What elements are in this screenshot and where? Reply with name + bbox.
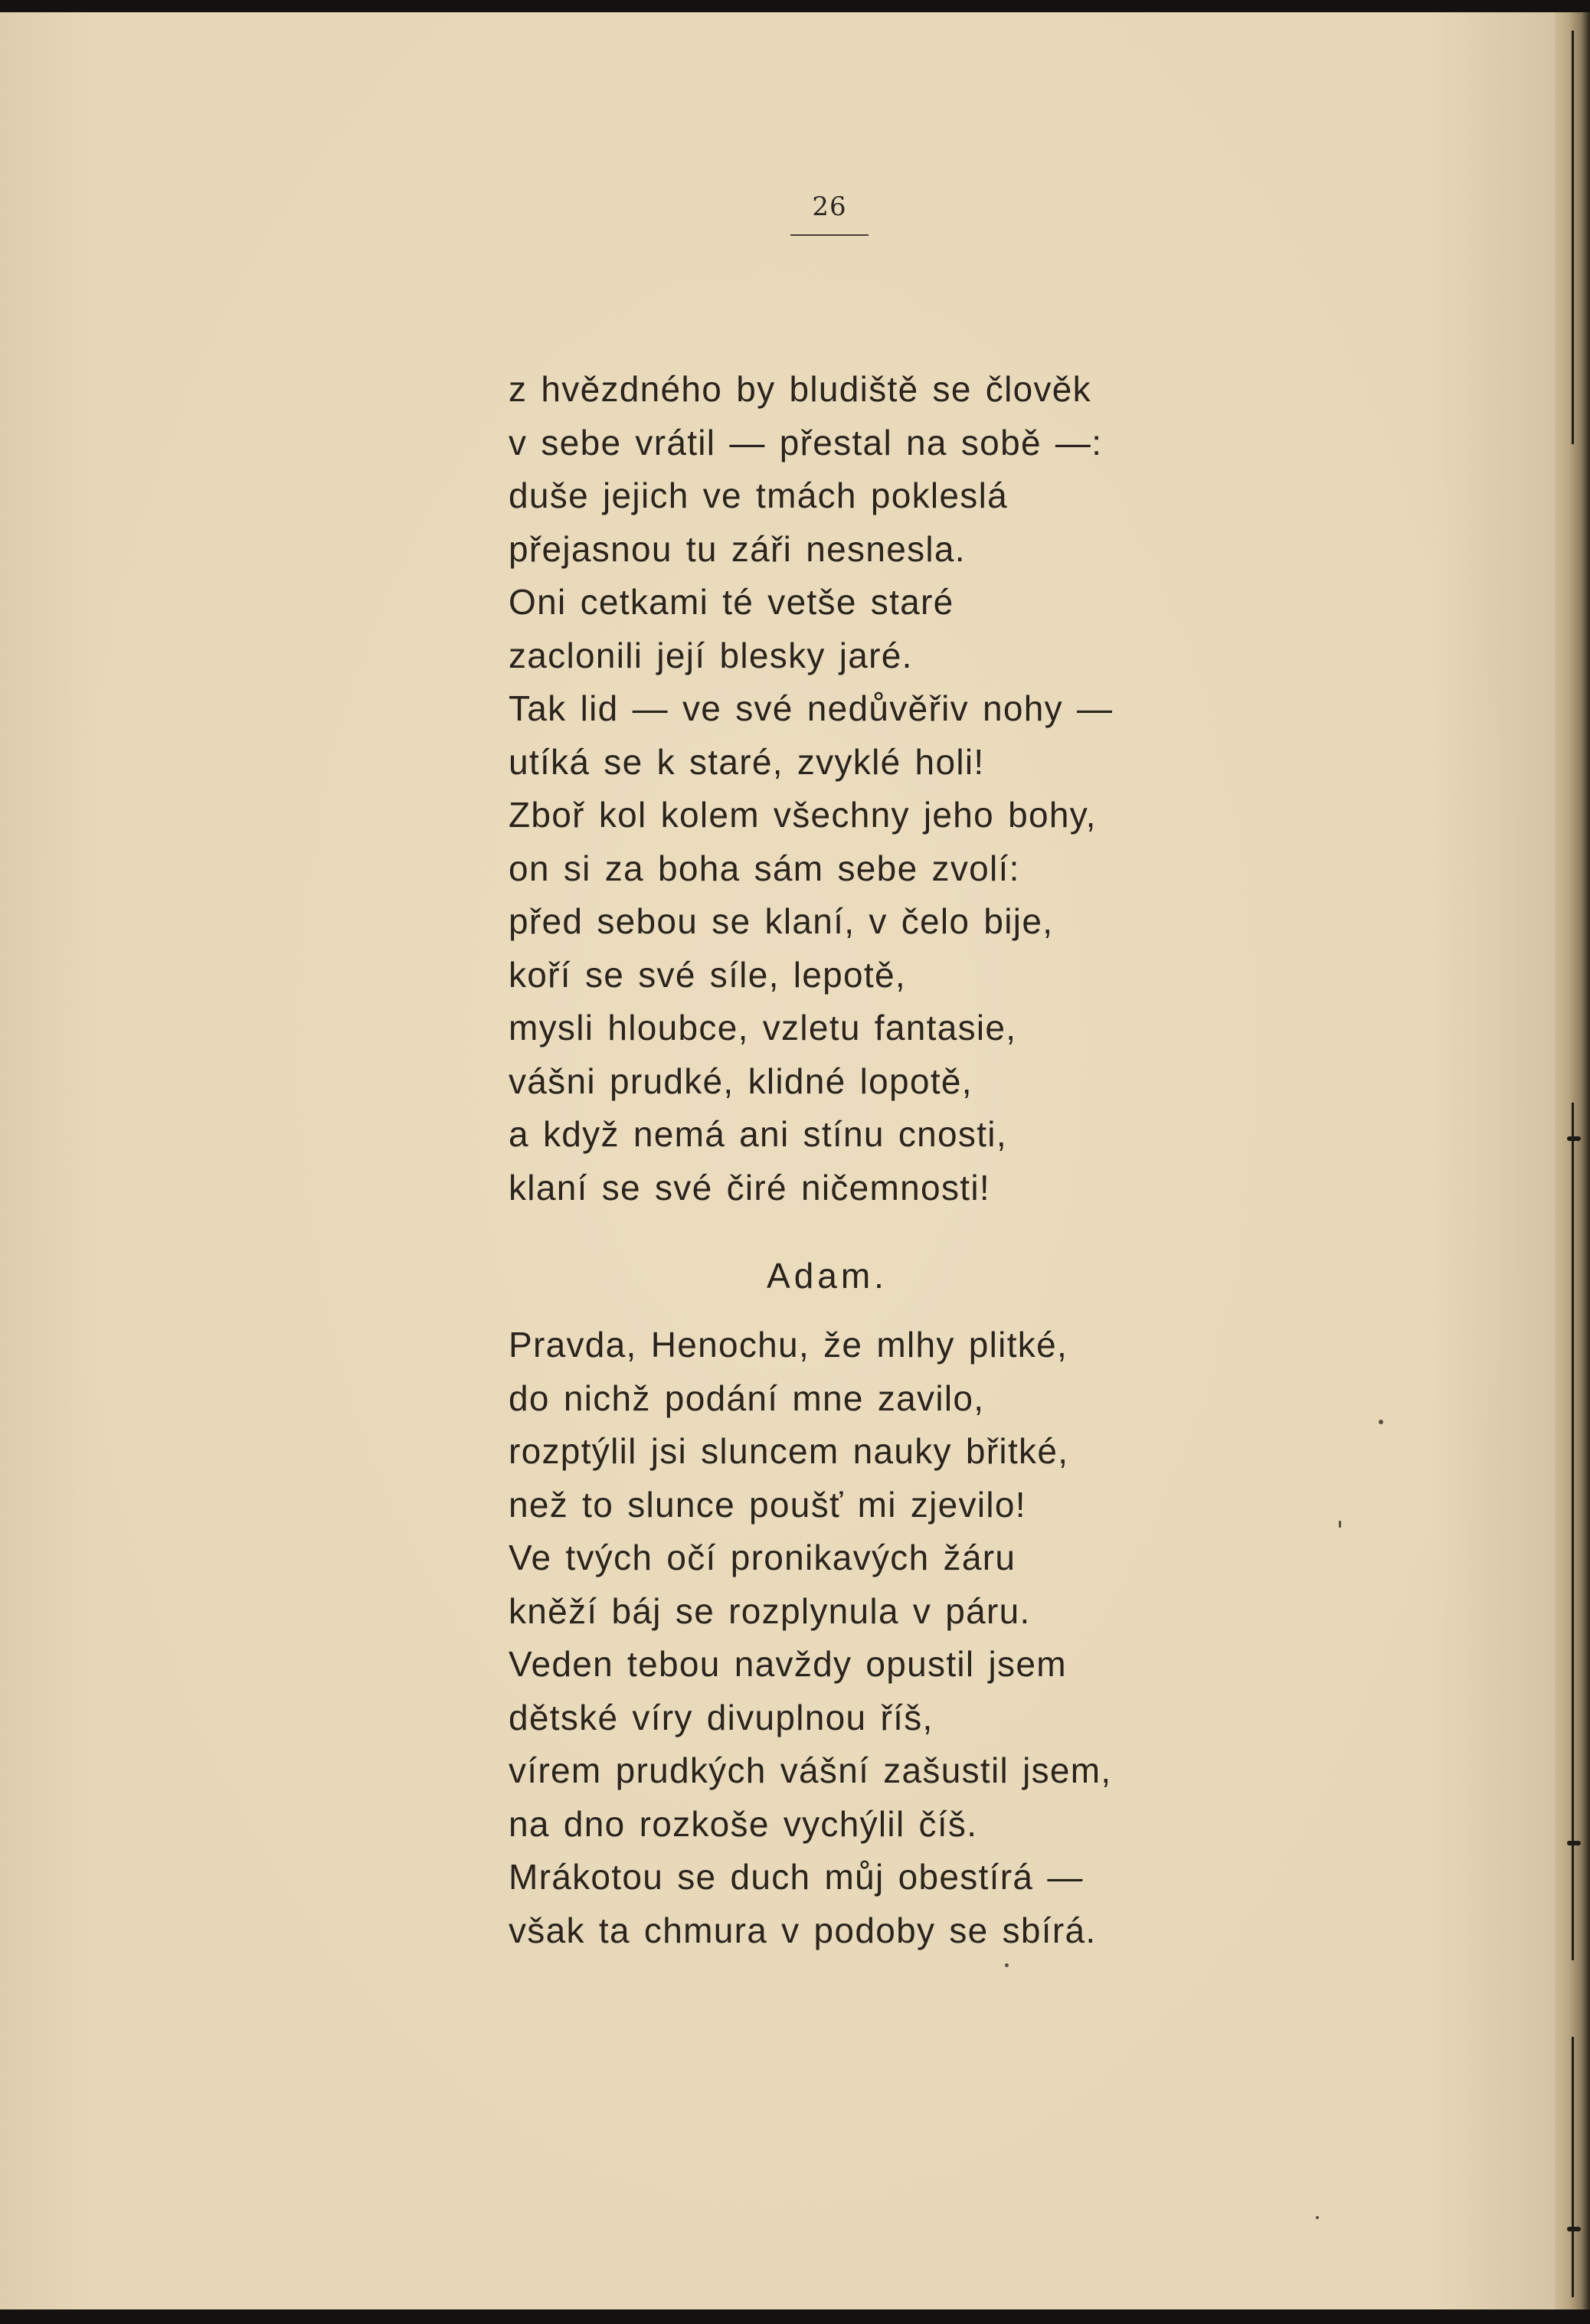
verse-line: klaní se své čiré ničemnosti! [509,1167,990,1208]
verse-line: koří se své síle, lepotě, [509,954,906,995]
verse-line: Ve tvých očí pronikavých žáru [509,1538,1016,1577]
verse-line: Pravda, Henochu, že mlhy plitké, [509,1325,1068,1365]
paper-speck [1379,1420,1383,1424]
verse-line: Veden tebou navždy opustil jsem [509,1644,1067,1684]
verse-line: Mrákotou se duch můj obestírá — [509,1857,1084,1897]
stanza-second [509,1319,1112,1957]
page-number: 26 [812,191,847,222]
header-rule [790,234,869,236]
gutter-mark [1567,1841,1581,1845]
verse-line: rozptýlil jsi sluncem nauky břitké, [509,1431,1069,1471]
verse-line: Oni cetkami té vetše staré [509,582,954,622]
verse-line: duše jejich ve tmách pokleslá [509,476,1009,515]
verse-line: mysli hloubce, vzletu fantasie, [509,1008,1017,1048]
speaker-heading: Adam. [767,1256,888,1296]
verse-line: v sebe vrátil — přestal na sobě —: [509,422,1103,463]
verse-line: a když nemá ani stínu cnosti, [509,1114,1007,1154]
verse-line: on si za boha sám sebe zvolí: [509,848,1020,888]
verse-line: vírem prudkých vášní zašustil jsem, [509,1750,1112,1790]
gutter-mark [1567,1136,1581,1141]
verse-line: před sebou se klaní, v čelo bije, [509,901,1054,941]
paper-speck [1316,2216,1319,2219]
verse-line: dětské víry divuplnou říš, [509,1697,934,1737]
verse-line: Zboř kol kolem všechny jeho bohy, [509,795,1097,835]
gutter-line [1572,1103,1574,1960]
gutter-line [1572,31,1574,444]
verse-line: do nichž podání mne zavilo, [509,1378,985,1418]
verse-line: utíká se k staré, zvyklé holi! [509,741,985,782]
stanza-first [509,363,1113,1214]
paper-speck [1339,1521,1341,1528]
verse-line: než to slunce poušť mi zjevilo! [509,1484,1026,1525]
verse-line: kněží báj se rozplynula v páru. [509,1590,1031,1631]
verse-line: přejasnou tu záři nesnesla. [509,528,966,569]
verse-line: Tak lid — ve své nedůvěřiv nohy — [509,688,1114,728]
verse-line: na dno rozkoše vychýlil číš. [509,1803,978,1844]
verse-line: zaclonili její blesky jaré. [509,635,913,675]
verse-line: vášni prudké, klidné lopotě, [509,1061,973,1101]
paper-speck [1005,1963,1009,1967]
verse-line: však ta chmura v podoby se sbírá. [509,1910,1097,1950]
gutter-line [1572,2037,1574,2297]
gutter-mark [1567,2227,1581,2231]
verse-line: z hvězdného by bludiště se člověk [509,369,1091,409]
